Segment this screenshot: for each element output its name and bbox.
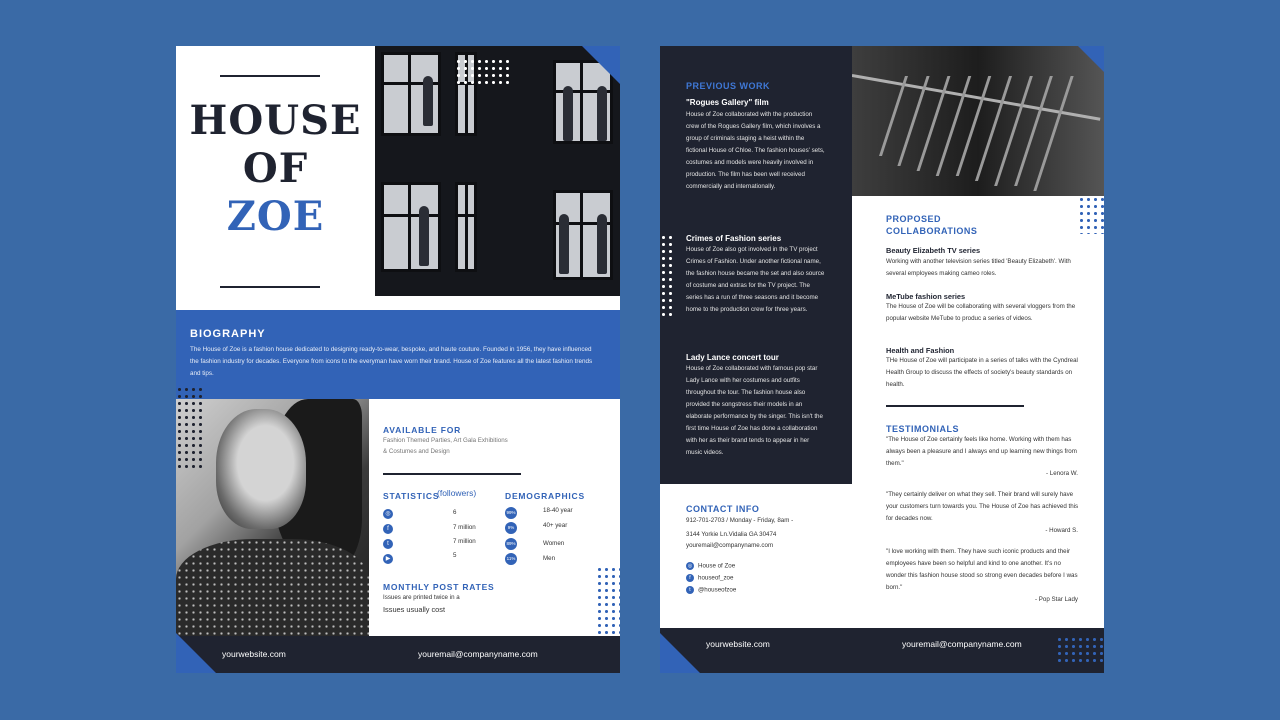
title-house: HOUSE: [189, 97, 362, 144]
title-zoe: ZOE: [226, 193, 325, 240]
corner-accent: [660, 633, 700, 673]
social-label: @houseofzoe: [698, 586, 737, 594]
model-photo: [176, 399, 369, 636]
dot-pattern: [455, 58, 511, 88]
available-for-heading: AVAILABLE FOR: [383, 425, 462, 435]
facebook-icon: f: [383, 524, 393, 534]
social-label: houseof_zoe: [698, 574, 734, 582]
brochure-page-1: [176, 46, 620, 673]
testimonial-quote: "I love working with them. They have such iconic products and their employees have been so helpful and kind to one another. It's no wonder this fashion house stood so strong even decades before I was born.": [886, 548, 1078, 591]
instagram-icon: ◎: [687, 563, 693, 569]
photo-garment: [956, 76, 991, 176]
contact-email[interactable]: youremail@companyname.com: [686, 542, 774, 549]
mannequin: [597, 86, 607, 141]
monthly-post-rates-heading: MONTHLY POST RATES: [383, 582, 495, 592]
collab-text: Working with another television series titled 'Beauty Elizabeth'. With several employees making cameo roles.: [886, 258, 1071, 277]
testimonials-heading: TESTIMONIALS: [886, 424, 959, 434]
twitter-icon: t: [686, 586, 694, 594]
demo-label: Men: [543, 555, 556, 562]
collab-title: MeTube fashion series: [886, 292, 966, 301]
mannequin: [559, 214, 569, 274]
footer-website: yourwebsite.com: [222, 649, 286, 659]
page2-footer: [660, 628, 1104, 673]
page1-footer: [176, 636, 620, 673]
mannequin: [563, 86, 573, 141]
instagram-icon: ◎: [383, 509, 393, 519]
photo-garment: [975, 76, 1012, 181]
available-for-line2: & Costumes and Design: [383, 448, 450, 455]
photo-garment: [1033, 76, 1073, 191]
info-panel: [369, 399, 620, 636]
social-label: House of Zoe: [698, 562, 736, 570]
footer-email: youremail@companyname.com: [902, 639, 1022, 649]
collab-text: The House of Zoe will be collaborating with several vloggers from the popular website MeTube to produc a series of videos.: [886, 303, 1076, 322]
mannequin: [597, 214, 607, 274]
demo-label: 40+ year: [543, 522, 568, 529]
stat-facebook-value: 7 million: [453, 524, 476, 531]
proposed-heading-line2: COLLABORATIONS: [886, 226, 978, 236]
social-facebook[interactable]: [686, 574, 733, 582]
dot-pattern: [176, 386, 204, 470]
collab-text: THe House of Zoe will participate in a series of talks with the Cyndreal Health Group to discuss the effects of society's beauty standards on health.: [886, 357, 1078, 388]
stat-youtube-value: 5: [453, 552, 457, 559]
testimonial-author: - Lenora W.: [1046, 470, 1078, 477]
collab-title: Beauty Elizabeth TV series: [886, 246, 981, 255]
contact-heading: CONTACT INFO: [686, 504, 760, 514]
dot-pattern: [660, 234, 674, 318]
biography-text: The House of Zoe is a fashion house dedicated to designing ready-to-wear, bespoke, and haute couture. Founded in 1956, they have influenced the fashion industry for decades. Everyone from icons to the everyman have worn their brand. House of Zoe features all the latest fashion trends and tips.: [190, 346, 593, 377]
testimonial-author: - Howard S.: [1045, 527, 1078, 534]
photo-garment: [994, 76, 1033, 186]
previous-work-heading: PREVIOUS WORK: [686, 81, 771, 91]
mannequin: [419, 206, 429, 266]
stat-instagram-value: 6: [453, 509, 457, 516]
previous-work-column: [660, 46, 852, 484]
work-title: Lady Lance concert tour: [686, 353, 779, 362]
demo-pct-badge: 11%: [505, 553, 517, 565]
corner-accent: [1078, 46, 1104, 72]
biography-heading: BIOGRAPHY: [190, 328, 266, 340]
social-twitter[interactable]: [686, 586, 736, 594]
available-for-line1: Fashion Themed Parties, Art Gala Exhibitions: [383, 437, 508, 444]
corner-accent: [582, 46, 620, 84]
biography-section: [176, 310, 620, 399]
testimonial-author: - Pop Star Lady: [1035, 596, 1078, 603]
footer-email: youremail@companyname.com: [418, 649, 538, 659]
statistics-sub: (followers): [437, 488, 477, 498]
monthly-line1: Issues are printed twice in a: [383, 594, 460, 601]
title-block: [176, 46, 375, 310]
photo-polka-dot-coat: [176, 539, 369, 636]
collab-title: Health and Fashion: [886, 346, 955, 355]
proposed-heading-line1: PROPOSED: [886, 214, 942, 224]
demo-label: 18-40 year: [543, 507, 573, 514]
demo-pct-badge: 99%: [505, 507, 517, 519]
title-top-rule: [220, 75, 320, 77]
dot-pattern: [1056, 636, 1104, 664]
work-text: House of Zoe also got involved in the TV project Crimes of Fashion. Under another fictional name, the fashion house became the set and also source of costume and extras for the TV project. The series has a run of three seasons and it become home to the production crew for three years.: [686, 246, 825, 313]
twitter-icon: t: [383, 539, 393, 549]
corner-accent: [176, 633, 216, 673]
mannequin: [423, 76, 433, 126]
clothing-rack-photo: [852, 46, 1104, 196]
photo-face: [216, 409, 306, 529]
contact-address: 3144 Yorkie Ln.Vidalia GA 30474: [686, 531, 777, 538]
contact-phone: 912-701-2703 / Monday - Friday, 8am -: [686, 517, 794, 524]
testimonial-quote: "The House of Zoe certainly feels like home. Working with them has always been a pleasure and I always end up learning new things from them.": [886, 436, 1077, 467]
photo-window: [455, 182, 477, 272]
footer-website: yourwebsite.com: [706, 639, 770, 649]
work-title: Crimes of Fashion series: [686, 234, 782, 243]
demo-label: Women: [543, 540, 565, 547]
title-bottom-rule: [220, 286, 320, 288]
statistics-heading: STATISTICS: [383, 491, 440, 501]
facebook-icon: f: [686, 574, 694, 582]
testimonial-quote: "They certainly deliver on what they sell. Their brand will surely have your customers turn towards you. The House of Zoe has achieved this for decades now.: [886, 491, 1079, 522]
section-divider: [886, 405, 1024, 407]
work-title: "Rogues Gallery" film: [686, 98, 769, 107]
dot-pattern: [1078, 196, 1104, 234]
info-divider: [383, 473, 521, 475]
demo-pct-badge: 9%: [505, 522, 517, 534]
stat-twitter-value: 7 million: [453, 538, 476, 545]
storefront-photo: [375, 46, 620, 296]
photo-window: [381, 182, 441, 272]
work-text: House of Zoe collaborated with the production crew of the Rogues Gallery film, which involves a group of criminals staging a heist within the fictional House of Chloe. The fashion houses' sets, costumes and models were heavily involved in production. The film has been well received commercially and internationally.: [686, 111, 825, 190]
demo-pct-badge: 89%: [505, 538, 517, 550]
youtube-icon: ▶: [383, 554, 393, 564]
brochure-page-2: [660, 46, 1104, 673]
social-instagram[interactable]: [686, 562, 735, 570]
title-of: OF: [242, 145, 309, 192]
work-text: House of Zoe collaborated with famous pop star Lady Lance with her costumes and outfits throughout the tour. The fashion house also provided the songstress their models in an elaborate performance by the singer. This isn't the first time House of Zoe has done a collaboration with her as their brand tends to appear in her music videos.: [686, 365, 823, 456]
demographics-heading: DEMOGRAPHICS: [505, 491, 585, 501]
monthly-line2: Issues usually cost: [383, 605, 446, 614]
photo-garment: [1014, 76, 1053, 186]
